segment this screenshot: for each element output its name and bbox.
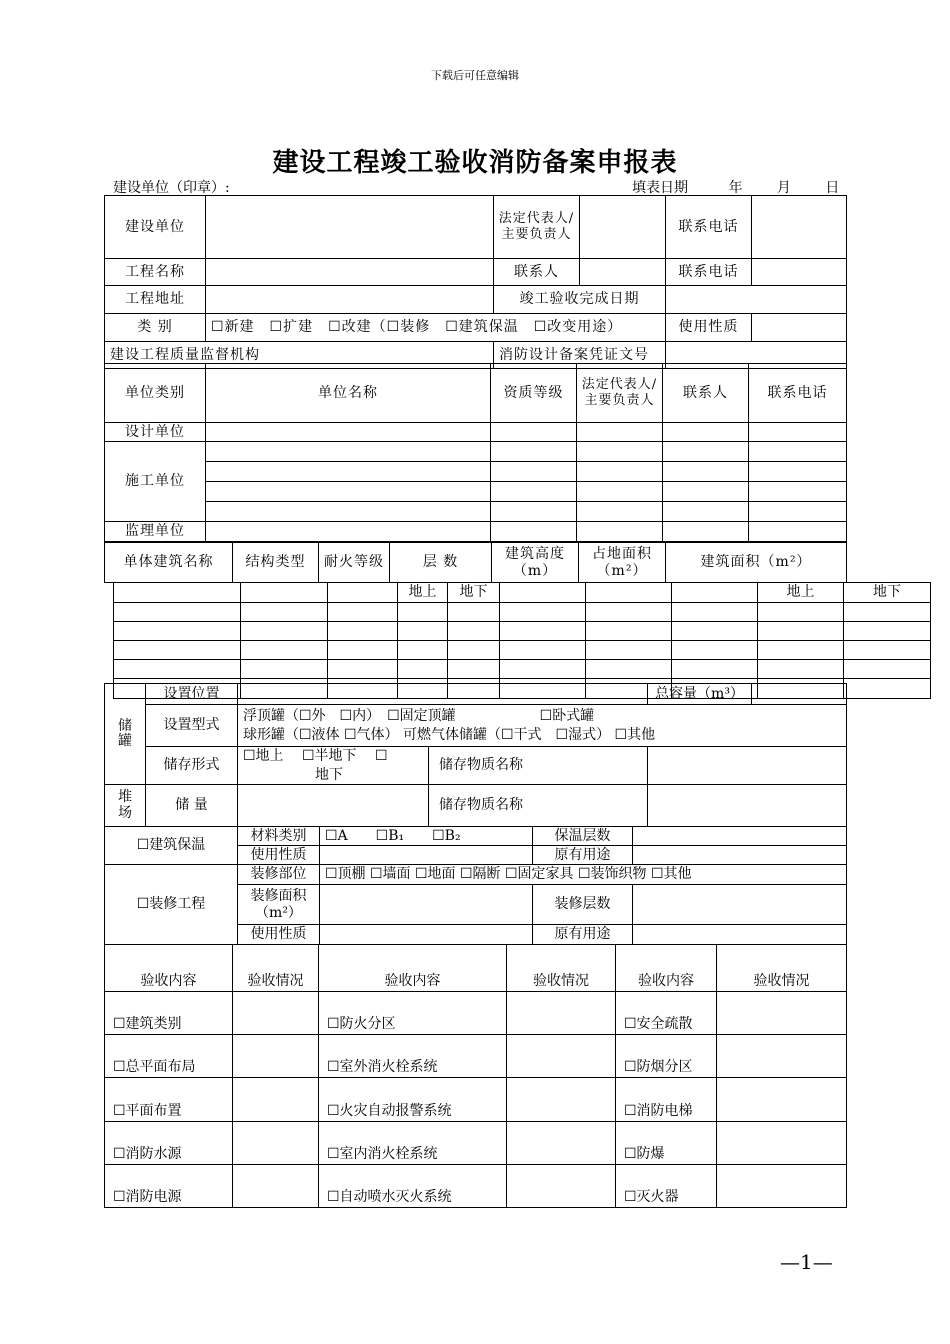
capacity-label: 总容量（m³） <box>648 684 752 705</box>
status-cell[interactable] <box>717 1165 847 1208</box>
check-fire-elevator[interactable]: ☐消防电梯 <box>616 1078 717 1122</box>
building-cell[interactable] <box>398 641 448 660</box>
blank <box>500 583 586 603</box>
legal-rep-field[interactable] <box>580 196 666 259</box>
deco-layers-field[interactable] <box>633 885 847 925</box>
building-header-table <box>104 542 847 583</box>
status-header: 验收情况 <box>717 945 847 992</box>
tank-label: 储罐 <box>105 684 146 785</box>
blank <box>328 583 398 603</box>
footprint-header: 占地面积（m²） <box>579 543 666 583</box>
supervision-rep[interactable] <box>577 522 663 542</box>
location-field[interactable] <box>238 684 648 705</box>
capacity-field[interactable] <box>752 684 847 705</box>
use-nature-label-deco: 使用性质 <box>238 925 320 945</box>
design-unit-rep[interactable] <box>577 423 663 442</box>
status-cell[interactable] <box>507 1165 616 1208</box>
building-cell[interactable] <box>500 660 586 679</box>
building-cell[interactable] <box>448 660 500 679</box>
building-cell[interactable] <box>328 603 398 622</box>
use-nature-field-deco[interactable] <box>320 925 533 945</box>
status-cell[interactable] <box>233 1122 319 1165</box>
building-cell[interactable] <box>328 660 398 679</box>
insul-layers-field[interactable] <box>633 827 847 846</box>
check-fire-alarm[interactable]: ☐火灾自动报警系统 <box>319 1078 507 1122</box>
unit-type-header: 单位类别 <box>105 364 206 423</box>
check-outdoor-hydrant[interactable]: ☐室外消火栓系统 <box>319 1035 507 1078</box>
insulation-deco-table <box>104 826 847 945</box>
construction-unit-label: 施工单位 <box>105 442 206 522</box>
status-cell[interactable] <box>717 1122 847 1165</box>
construction-row[interactable] <box>749 482 847 502</box>
building-cell[interactable] <box>844 679 931 699</box>
material-name-label: 储存物质名称 <box>429 747 648 785</box>
check-smoke-zone[interactable]: ☐防烟分区 <box>616 1035 717 1078</box>
check-fire-compartment[interactable]: ☐防火分区 <box>319 992 507 1035</box>
building-cell[interactable] <box>398 603 448 622</box>
floors-header: 层 数 <box>390 543 492 583</box>
building-cell[interactable] <box>672 641 758 660</box>
construction-row[interactable] <box>577 442 663 462</box>
construction-row[interactable] <box>663 462 749 482</box>
building-cell[interactable] <box>758 641 844 660</box>
area-above-header: 地上 <box>758 583 844 603</box>
status-cell[interactable] <box>507 1078 616 1122</box>
height-header: 建筑高度（m） <box>492 543 579 583</box>
construction-row[interactable] <box>663 502 749 522</box>
phone-header: 联系电话 <box>749 364 847 423</box>
construction-row[interactable] <box>491 482 577 502</box>
storage-form-label: 储存形式 <box>146 747 238 785</box>
construction-row[interactable] <box>206 462 491 482</box>
building-cell[interactable] <box>448 622 500 641</box>
applicant-seal-label: 建设单位（印章）: <box>113 180 230 196</box>
storage-amount-label: 储 量 <box>146 785 238 827</box>
building-cell[interactable] <box>586 660 672 679</box>
construction-row[interactable] <box>663 442 749 462</box>
address-field[interactable] <box>206 286 494 314</box>
status-cell[interactable] <box>233 992 319 1035</box>
building-name-header: 单体建筑名称 <box>105 543 233 583</box>
use-nature-field[interactable] <box>752 314 847 342</box>
acceptance-table <box>104 944 847 1208</box>
completion-date-label: 竣工验收完成日期 <box>494 286 666 314</box>
construction-row[interactable] <box>206 482 491 502</box>
page-number: —1— <box>780 1250 833 1274</box>
content-header: 验收内容 <box>319 945 507 992</box>
units-table <box>104 363 847 542</box>
construction-row[interactable] <box>577 502 663 522</box>
building-cell[interactable] <box>500 622 586 641</box>
quality-org-label: 建设工程质量监督机构 <box>105 342 494 369</box>
construction-row[interactable] <box>491 462 577 482</box>
original-use-label-insul: 原有用途 <box>533 846 633 865</box>
blank <box>586 583 672 603</box>
area-below-header: 地下 <box>844 583 931 603</box>
construction-row[interactable] <box>749 442 847 462</box>
check-evacuation[interactable]: ☐安全疏散 <box>616 992 717 1035</box>
building-cell[interactable] <box>241 603 328 622</box>
original-use-field-insul[interactable] <box>633 846 847 865</box>
building-cell[interactable] <box>586 603 672 622</box>
status-cell[interactable] <box>507 1122 616 1165</box>
insul-layers-label: 保温层数 <box>533 827 633 846</box>
design-doc-label: 消防设计备案凭证文号 <box>494 342 666 369</box>
storage-form-options[interactable]: ☐地上 ☐半地下 ☐ 地下 <box>238 747 429 785</box>
supervision-qual[interactable] <box>491 522 577 542</box>
blank <box>241 583 328 603</box>
building-cell[interactable] <box>114 641 241 660</box>
construction-row[interactable] <box>206 442 491 462</box>
building-cell[interactable] <box>241 622 328 641</box>
construction-row[interactable] <box>577 482 663 502</box>
design-unit-label: 设计单位 <box>105 423 206 442</box>
material-type-options[interactable]: ☐A ☐B₁ ☐B₂ <box>320 827 533 846</box>
construction-row[interactable] <box>663 482 749 502</box>
blank <box>114 583 241 603</box>
building-cell[interactable] <box>114 603 241 622</box>
status-header: 验收情况 <box>233 945 319 992</box>
blank <box>672 583 758 603</box>
project-name-field[interactable] <box>206 259 494 286</box>
status-cell[interactable] <box>507 992 616 1035</box>
insulation-checkbox[interactable]: ☐建筑保温 <box>105 827 238 865</box>
status-header: 验收情况 <box>507 945 616 992</box>
unit-field[interactable] <box>206 196 494 259</box>
building-cell[interactable] <box>844 603 931 622</box>
building-cell[interactable] <box>241 641 328 660</box>
construction-row[interactable] <box>577 462 663 482</box>
legal-rep-header: 法定代表人/主要负责人 <box>577 364 663 423</box>
unit-name-header: 单位名称 <box>206 364 491 423</box>
supervision-phone[interactable] <box>749 522 847 542</box>
storage-table <box>104 683 847 827</box>
building-cell[interactable] <box>448 641 500 660</box>
check-sprinkler[interactable]: ☐自动喷水灭火系统 <box>319 1165 507 1208</box>
supervision-contact[interactable] <box>663 522 749 542</box>
building-cell[interactable] <box>500 603 586 622</box>
deco-area-field[interactable] <box>320 885 533 925</box>
design-unit-qual[interactable] <box>491 423 577 442</box>
deco-part-options[interactable]: ☐顶棚 ☐墙面 ☐地面 ☐隔断 ☐固定家具 ☐装饰织物 ☐其他 <box>320 865 847 885</box>
building-cell[interactable] <box>241 660 328 679</box>
building-cell[interactable] <box>114 660 241 679</box>
building-cell[interactable] <box>844 660 931 679</box>
floors-below-header: 地下 <box>448 583 500 603</box>
basic-info-table <box>104 195 847 369</box>
check-water-source[interactable]: ☐消防水源 <box>105 1122 233 1165</box>
storage-amount-field[interactable] <box>238 785 429 827</box>
building-cell[interactable] <box>844 622 931 641</box>
phone-label-2: 联系电话 <box>666 259 752 286</box>
form-label: 设置型式 <box>146 705 238 747</box>
check-extinguisher[interactable]: ☐灭火器 <box>616 1165 717 1208</box>
check-explosion-proof[interactable]: ☐防爆 <box>616 1122 717 1165</box>
yard-label: 堆场 <box>105 785 146 827</box>
project-name-label: 工程名称 <box>105 259 206 286</box>
building-cell[interactable] <box>758 603 844 622</box>
design-unit-phone[interactable] <box>749 423 847 442</box>
category-label: 类 别 <box>105 314 206 342</box>
contact-label: 联系人 <box>494 259 580 286</box>
construction-row[interactable] <box>491 442 577 462</box>
building-cell[interactable] <box>500 641 586 660</box>
material-name-field-2[interactable] <box>648 785 847 827</box>
fire-rating-header: 耐火等级 <box>319 543 390 583</box>
check-indoor-hydrant[interactable]: ☐室内消火栓系统 <box>319 1122 507 1165</box>
status-cell[interactable] <box>233 1035 319 1078</box>
building-cell[interactable] <box>672 622 758 641</box>
use-nature-label: 使用性质 <box>666 314 752 342</box>
content-header: 验收内容 <box>616 945 717 992</box>
deco-layers-label: 装修层数 <box>533 885 633 925</box>
form-options[interactable]: 浮顶罐（☐外 ☐内） ☐固定顶罐 ☐卧式罐 球形罐（☐液体 ☐气体） 可燃气体储罐（☐干式 ☐湿式） ☐其他 <box>238 705 847 747</box>
check-floor-plan[interactable]: ☐平面布置 <box>105 1078 233 1122</box>
construction-row[interactable] <box>749 502 847 522</box>
check-building-category[interactable]: ☐建筑类别 <box>105 992 233 1035</box>
building-cell[interactable] <box>114 622 241 641</box>
building-cell[interactable] <box>758 622 844 641</box>
phone-label: 联系电话 <box>666 196 752 259</box>
construction-row[interactable] <box>206 502 491 522</box>
design-unit-contact[interactable] <box>663 423 749 442</box>
building-cell[interactable] <box>672 603 758 622</box>
structure-header: 结构类型 <box>233 543 319 583</box>
location-label: 设置位置 <box>146 684 238 705</box>
status-cell[interactable] <box>507 1035 616 1078</box>
phone-field-2[interactable] <box>752 259 847 286</box>
category-options[interactable]: ☐新建 ☐扩建 ☐改建（☐装修 ☐建筑保温 ☐改变用途） <box>206 314 666 342</box>
address-label: 工程地址 <box>105 286 206 314</box>
building-cell[interactable] <box>844 641 931 660</box>
legal-rep-label: 法定代表人/主要负责人 <box>494 196 580 259</box>
construction-row[interactable] <box>749 462 847 482</box>
supervision-name[interactable] <box>206 522 491 542</box>
use-nature-field-insul[interactable] <box>320 846 533 865</box>
area-header: 建筑面积（m²） <box>666 543 847 583</box>
check-power-supply[interactable]: ☐消防电源 <box>105 1165 233 1208</box>
completion-date-field[interactable] <box>666 286 847 314</box>
deco-area-label: 装修面积（m²） <box>238 885 320 925</box>
building-cell[interactable] <box>398 660 448 679</box>
status-cell[interactable] <box>717 992 847 1035</box>
original-use-label-deco: 原有用途 <box>533 925 633 945</box>
supervision-unit-label: 监理单位 <box>105 522 206 542</box>
status-cell[interactable] <box>717 1035 847 1078</box>
material-type-label: 材料类别 <box>238 827 320 846</box>
status-cell[interactable] <box>233 1165 319 1208</box>
material-name-label-2: 储存物质名称 <box>429 785 648 827</box>
material-name-field[interactable] <box>648 747 847 785</box>
deco-part-label: 装修部位 <box>238 865 320 885</box>
floors-above-header: 地上 <box>398 583 448 603</box>
phone-field[interactable] <box>752 196 847 259</box>
qualification-header: 资质等级 <box>491 364 577 423</box>
contact-field[interactable] <box>580 259 666 286</box>
building-rows-table <box>113 582 931 699</box>
page-header-note: 下载后可任意编辑 <box>431 69 519 82</box>
building-cell[interactable] <box>328 641 398 660</box>
building-cell[interactable] <box>328 622 398 641</box>
design-unit-name[interactable] <box>206 423 491 442</box>
building-cell[interactable] <box>448 603 500 622</box>
original-use-field-deco[interactable] <box>633 925 847 945</box>
status-cell[interactable] <box>717 1078 847 1122</box>
building-cell[interactable] <box>586 641 672 660</box>
status-cell[interactable] <box>233 1078 319 1122</box>
use-nature-label-insul: 使用性质 <box>238 846 320 865</box>
unit-label: 建设单位 <box>105 196 206 259</box>
building-cell[interactable] <box>758 660 844 679</box>
form-title: 建设工程竣工验收消防备案申报表 <box>272 148 678 178</box>
building-cell[interactable] <box>398 622 448 641</box>
building-cell[interactable] <box>586 622 672 641</box>
fill-date-label: 填表日期 年 月 日 <box>632 180 840 196</box>
building-cell[interactable] <box>672 660 758 679</box>
contact-header: 联系人 <box>663 364 749 423</box>
check-site-layout[interactable]: ☐总平面布局 <box>105 1035 233 1078</box>
content-header: 验收内容 <box>105 945 233 992</box>
decoration-checkbox[interactable]: ☐装修工程 <box>105 865 238 945</box>
construction-row[interactable] <box>491 502 577 522</box>
